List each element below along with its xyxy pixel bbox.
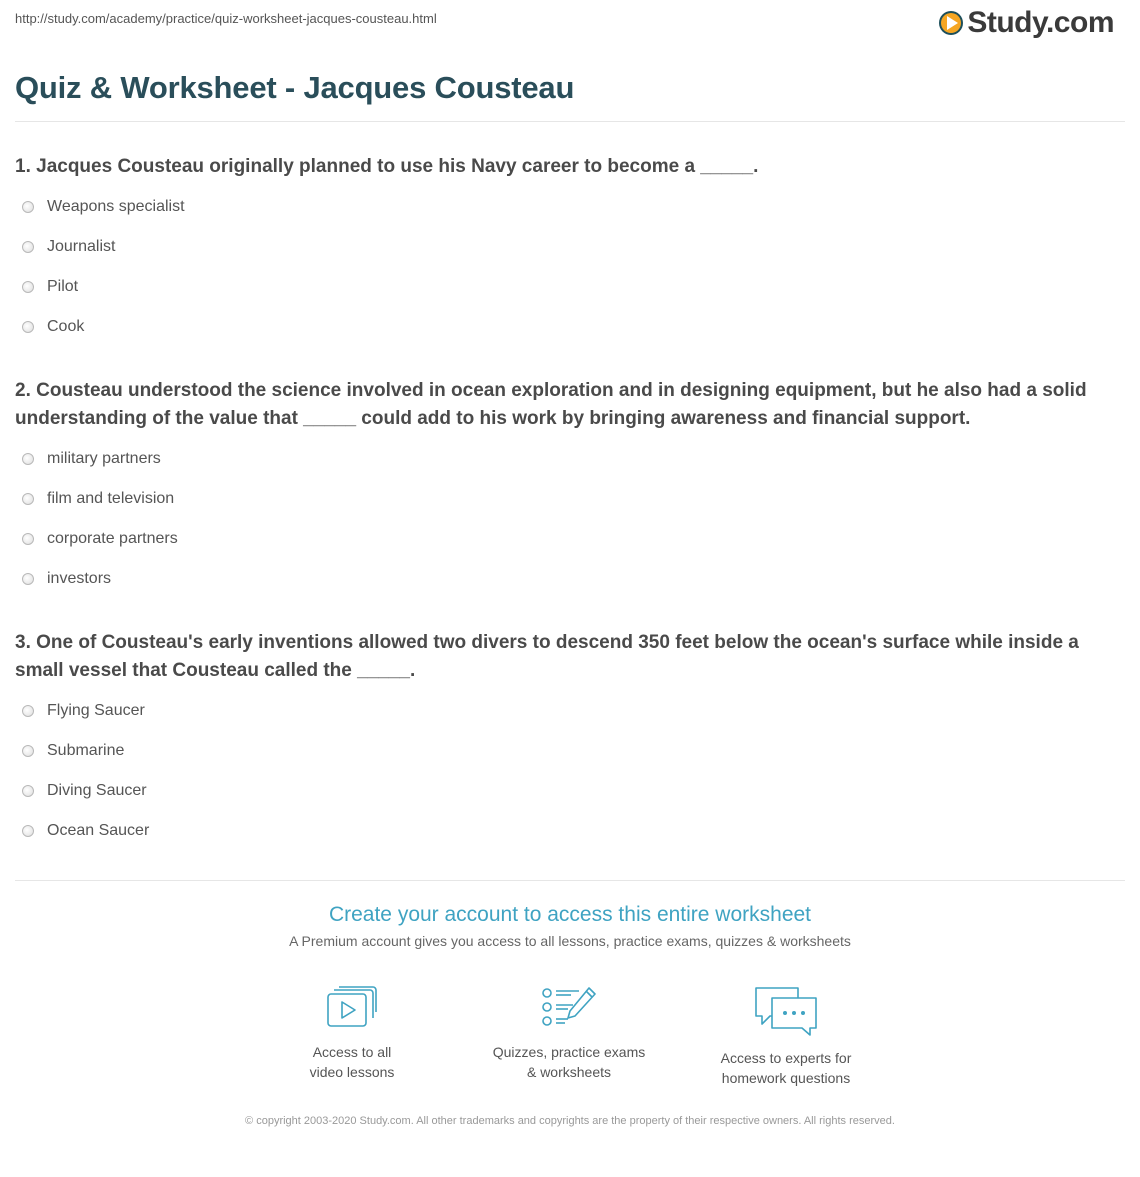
option-label: Submarine — [47, 742, 125, 759]
q1-option-4[interactable] — [22, 318, 84, 336]
radio-button[interactable] — [22, 745, 34, 757]
option-label: Weapons specialist — [47, 198, 185, 215]
radio-button[interactable] — [22, 281, 34, 293]
option-label: Cook — [47, 318, 85, 335]
feature-label: Quizzes, practice exams & worksheets — [492, 1044, 646, 1080]
feature-experts — [691, 986, 881, 1088]
q3-option-4[interactable] — [22, 822, 149, 840]
quiz-checklist-icon — [541, 986, 597, 1030]
radio-button[interactable] — [22, 533, 34, 545]
create-account-link[interactable]: Create your account to access this entire worksheet — [328, 903, 812, 926]
q2-option-2[interactable] — [22, 490, 174, 508]
cta-subtitle: A Premium account gives you access to all lessons, practice exams, quizzes & worksheets — [289, 933, 851, 949]
radio-button[interactable] — [22, 785, 34, 797]
radio-button[interactable] — [22, 241, 34, 253]
option-label: Diving Saucer — [47, 782, 147, 799]
feature-label: Access to experts for homework questions — [720, 1050, 852, 1086]
q2-option-1[interactable] — [22, 450, 161, 468]
q3-option-3[interactable] — [22, 782, 147, 800]
study-logo[interactable] — [939, 6, 1114, 40]
copyright-text: © copyright 2003-2020 Study.com. All other trademarks and copyrights are the property of their respective owners. All rights reserved. — [245, 1115, 895, 1127]
radio-button[interactable] — [22, 453, 34, 465]
q1-option-1[interactable] — [22, 198, 185, 216]
radio-button[interactable] — [22, 321, 34, 333]
feature-quizzes — [474, 986, 664, 1082]
feature-label: Access to all video lessons — [309, 1044, 395, 1080]
radio-button[interactable] — [22, 201, 34, 213]
q3-option-2[interactable] — [22, 742, 124, 760]
page-url: http://study.com/academy/practice/quiz-worksheet-jacques-cousteau.html — [15, 11, 437, 26]
play-logo-icon — [939, 11, 963, 35]
q2-option-3[interactable] — [22, 530, 178, 548]
radio-button[interactable] — [22, 705, 34, 717]
feature-video-lessons — [257, 986, 447, 1082]
option-label: investors — [47, 570, 112, 587]
divider — [15, 121, 1125, 122]
option-label: Journalist — [47, 238, 116, 255]
question-2: 2. Cousteau understood the science involved in ocean exploration and in designing equipment, but he also had a solid understanding of the value that _____ could add to his work by bringing awareness and financial support. — [15, 380, 1087, 429]
video-lessons-icon — [327, 986, 377, 1030]
option-label: military partners — [47, 450, 161, 467]
divider — [15, 880, 1125, 881]
question-1: 1. Jacques Cousteau originally planned to use his Navy career to become a _____. — [15, 156, 759, 177]
q1-option-3[interactable] — [22, 278, 78, 296]
q1-option-2[interactable] — [22, 238, 115, 256]
option-label: Ocean Saucer — [47, 822, 150, 839]
radio-button[interactable] — [22, 825, 34, 837]
q3-option-1[interactable] — [22, 702, 145, 720]
q2-option-4[interactable] — [22, 570, 111, 588]
radio-button[interactable] — [22, 573, 34, 585]
chat-bubbles-icon — [754, 986, 818, 1036]
option-label: Flying Saucer — [47, 702, 145, 719]
radio-button[interactable] — [22, 493, 34, 505]
page-title: Quiz & Worksheet - Jacques Cousteau — [15, 70, 575, 105]
logo-text: Study.com — [967, 6, 1114, 39]
option-label: Pilot — [47, 278, 79, 295]
option-label: corporate partners — [47, 530, 178, 547]
question-3: 3. One of Cousteau's early inventions allowed two divers to descend 350 feet below the ocean's surface while inside a small vessel that Cousteau called the _____. — [15, 632, 1079, 681]
option-label: film and television — [47, 490, 175, 507]
